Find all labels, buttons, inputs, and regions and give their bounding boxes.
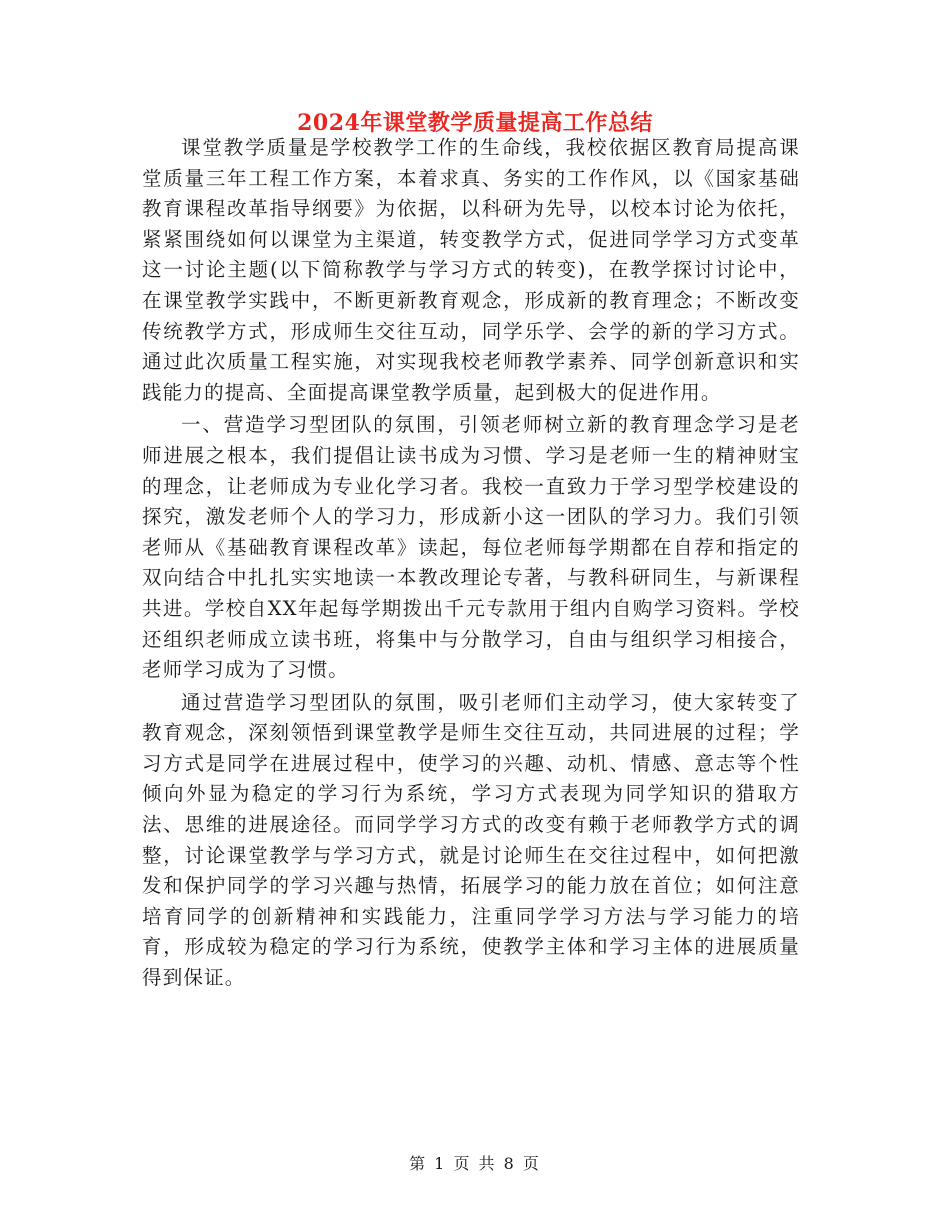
page-title: 2024年课堂教学质量提高工作总结: [297, 110, 653, 136]
paragraph-learning-atmosphere: 通过营造学习型团队的氛围，吸引老师们主动学习，使大家转变了教育观念，深刻领悟到课堂教学是师生交往互动，共同进展的过程；学习方式是同学在进展过程中，使学习的兴趣、动机、情感、意志等个性倾向外显为稳定的学习行为系统，学习方式表现为同学知识的猎取方法、思维的进展途径。而同学学习方式的改变有赖于老师教学方式的调整，讨论课堂教学与学习方式，就是讨论师生在交往过程中，如何把激发和保护同学的学习兴趣与热情，拓展学习的能力放在首位；如何注意培育同学的创新精神和实践能力，注重同学学习方法与学习能力的培育，形成较为稳定的学习行为系统，使教学主体和学习主体的进展质量得到保证。: [142, 690, 800, 990]
document-body: [142, 133, 800, 996]
paragraph-intro: 课堂教学质量是学校教学工作的生命线，我校依据区教育局提高课堂质量三年工程工作方案，本着求真、务实的工作作风，以《国家基础教育课程改革指导纲要》为依据，以科研为先导，以校本讨论为依托，紧紧围绕如何以课堂为主渠道，转变教学方式，促进同学学习方式变革这一讨论主题(以下简称教学与学习方式的转变)，在教学探讨讨论中，在课堂教学实践中，不断更新教育观念，形成新的教育理念；不断改变传统教学方式，形成师生交往互动，同学乐学、会学的新的学习方式。通过此次质量工程实施，对实现我校老师教学素养、同学创新意识和实践能力的提高、全面提高课堂教学质量，起到极大的促进作用。: [142, 136, 800, 404]
page-number-footer: 第 1 页 共 8 页: [409, 1154, 541, 1173]
paragraph-section-one: 一、营造学习型团队的氛围，引领老师树立新的教育理念学习是老师进展之根本，我们提倡让读书成为习惯、学习是老师一生的精神财宝的理念，让老师成为专业化学习者。我校一直致力于学习型学校建设的探究，激发老师个人的学习力，形成新小这一团队的学习力。我们引领老师从《基础教育课程改革》读起，每位老师每学期都在自荐和指定的双向结合中扎扎实实地读一本教改理论专著，与教科研同生，与新课程共进。学校自XX年起每学期拨出千元专款用于组内自购学习资料。学校还组织老师成立读书班，将集中与分散学习，自由与组织学习相接合，老师学习成为了习惯。: [142, 413, 800, 682]
